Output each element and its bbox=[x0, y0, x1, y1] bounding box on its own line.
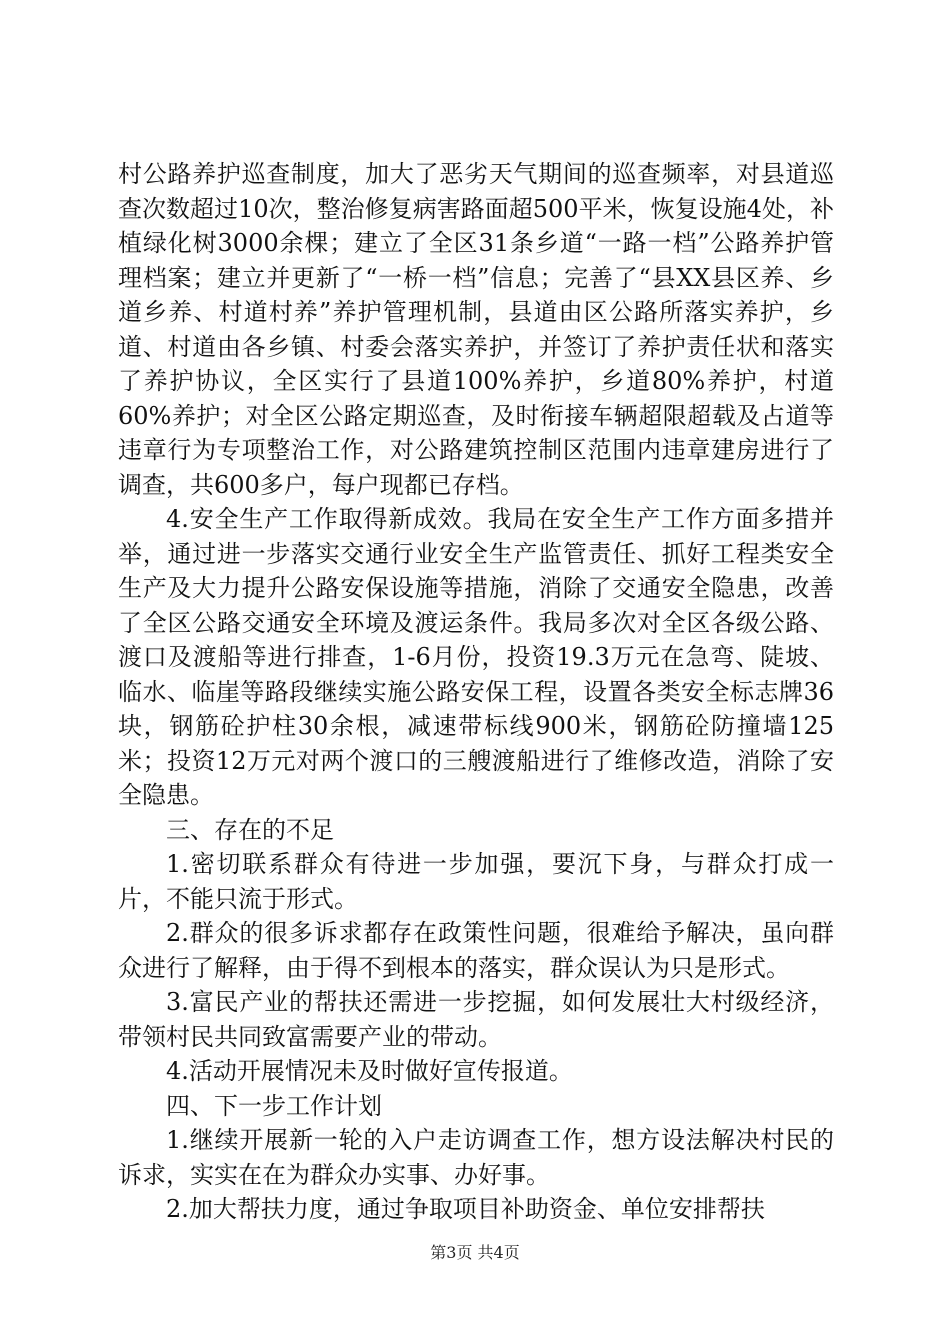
paragraph-road-maintenance: 村公路养护巡查制度，加大了恶劣天气期间的巡查频率，对县道巡查次数超过10次，整治修复病害路面超500平米，恢复设施4处，补植绿化树3000余棵；建立了全区31条乡道“一路一档”公路养护管理档案；建立并更新了“一桥一档”信息；完善了“县XX县区养、乡道乡养、村道村养”养护管理机制，县道由区公路所落实养护，乡道、村道由各乡镇、村委会落实养护，并签订了养护责任状和落实了养护协议，全区实行了县道100%养护，乡道80%养护，村道60%养护；对全区公路定期巡查，及时衔接车辆超限超载及占道等违章行为专项整治工作，对公路建筑控制区范围内违章建房进行了调查，共600多户，每户现都已存档。 bbox=[118, 160, 834, 499]
page-number-label: 第3页 共4页 bbox=[430, 1243, 520, 1262]
section-heading-shortcomings: 三、存在的不足 bbox=[166, 815, 334, 844]
page-footer bbox=[0, 1242, 950, 1264]
document-body bbox=[118, 157, 834, 1227]
paragraph-plan-2: 2.加大帮扶力度，通过争取项目补助资金、单位安排帮扶 bbox=[166, 1195, 765, 1223]
paragraph-safety-production: 4.安全生产工作取得新成效。我局在安全生产工作方面多措并举，通过进一步落实交通行业安全生产监管责任、抓好工程类安全生产及大力提升公路安保设施等措施，消除了交通安全隐患，改善了全区公路交通安全环境及渡运条件。我局多次对全区各级公路、渡口及渡船等进行排查，1-6月份，投资19.3万元在急弯、陡坡、临水、临崖等路段继续实施公路安保工程，设置各类安全标志牌36块，钢筋砼护柱30余根，减速带标线900米，钢筋砼防撞墙125米；投资12万元对两个渡口的三艘渡船进行了维修改造，消除了安全隐患。 bbox=[118, 505, 834, 809]
paragraph-plan-1: 1.继续开展新一轮的入户走访调查工作，想方设法解决村民的诉求，实实在在为群众办实事、办好事。 bbox=[118, 1126, 834, 1189]
paragraph-shortcoming-1: 1.密切联系群众有待进一步加强，要沉下身，与群众打成一片，不能只流于形式。 bbox=[118, 850, 834, 913]
paragraph-shortcoming-2: 2.群众的很多诉求都存在政策性问题，很难给予解决，虽向群众进行了解释，由于得不到根本的落实，群众误认为只是形式。 bbox=[118, 919, 834, 982]
paragraph-shortcoming-3: 3.富民产业的帮扶还需进一步挖掘，如何发展壮大村级经济，带领村民共同致富需要产业的带动。 bbox=[118, 988, 834, 1051]
paragraph-shortcoming-4: 4.活动开展情况未及时做好宣传报道。 bbox=[166, 1057, 573, 1085]
section-heading-next-steps: 四、下一步工作计划 bbox=[166, 1091, 382, 1120]
